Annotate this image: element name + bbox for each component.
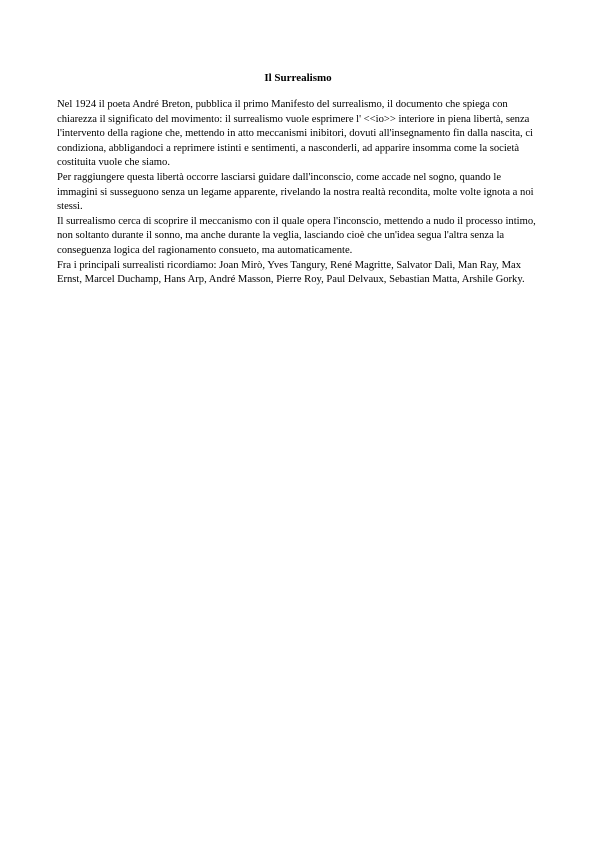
paragraph-mechanism: Il surrealismo cerca di scoprire il meccanismo con il quale opera l'inconscio, mettendo a nudo il processo intimo, non soltanto durante il sonno, ma anche durante la veglia, lasciando cioè che un'idea segua l'altra senza la conseguenza logica del ragionamento consueto, ma automaticamente.	[57, 215, 536, 256]
paragraph-artists-list: Fra i principali surrealisti ricordiamo: Joan Mirò, Yves Tangury, René Magritte, Salvator Dalì, Man Ray, Max Ernst, Marcel Duchamp, Hans Arp, André Masson, Pierre Roy, Paul Delvaux, Sebastian Matta, Arshile Gorky.	[57, 259, 525, 286]
document-body	[57, 98, 542, 288]
document-title: Il Surrealismo	[264, 72, 332, 84]
paragraph-unconscious-freedom: Per raggiungere questa libertà occorre lasciarsi guidare dall'inconscio, come accade nel sogno, quando le immagini si susseguono senza un legame apparente, rivelando la nostra realtà recondita, molte volte ignota a noi stessi.	[57, 171, 534, 213]
paragraph-breton-manifesto: Nel 1924 il poeta André Breton, pubblica il primo Manifesto del surrealismo, il documento che spiega con chiarezza il significato del movimento: il surrealismo vuole esprimere l' <<io>> interiore in piena libertà, senza l'intervento della ragione che, mettendo in atto meccanismi inibitori, dovuti all'insegnamento fin dalla nascita, ci condiziona, abbligandoci a reprimere istinti e sentimenti, a nasconderli, ad apparire insomma come la società costituita vuole che siamo.	[57, 99, 533, 169]
